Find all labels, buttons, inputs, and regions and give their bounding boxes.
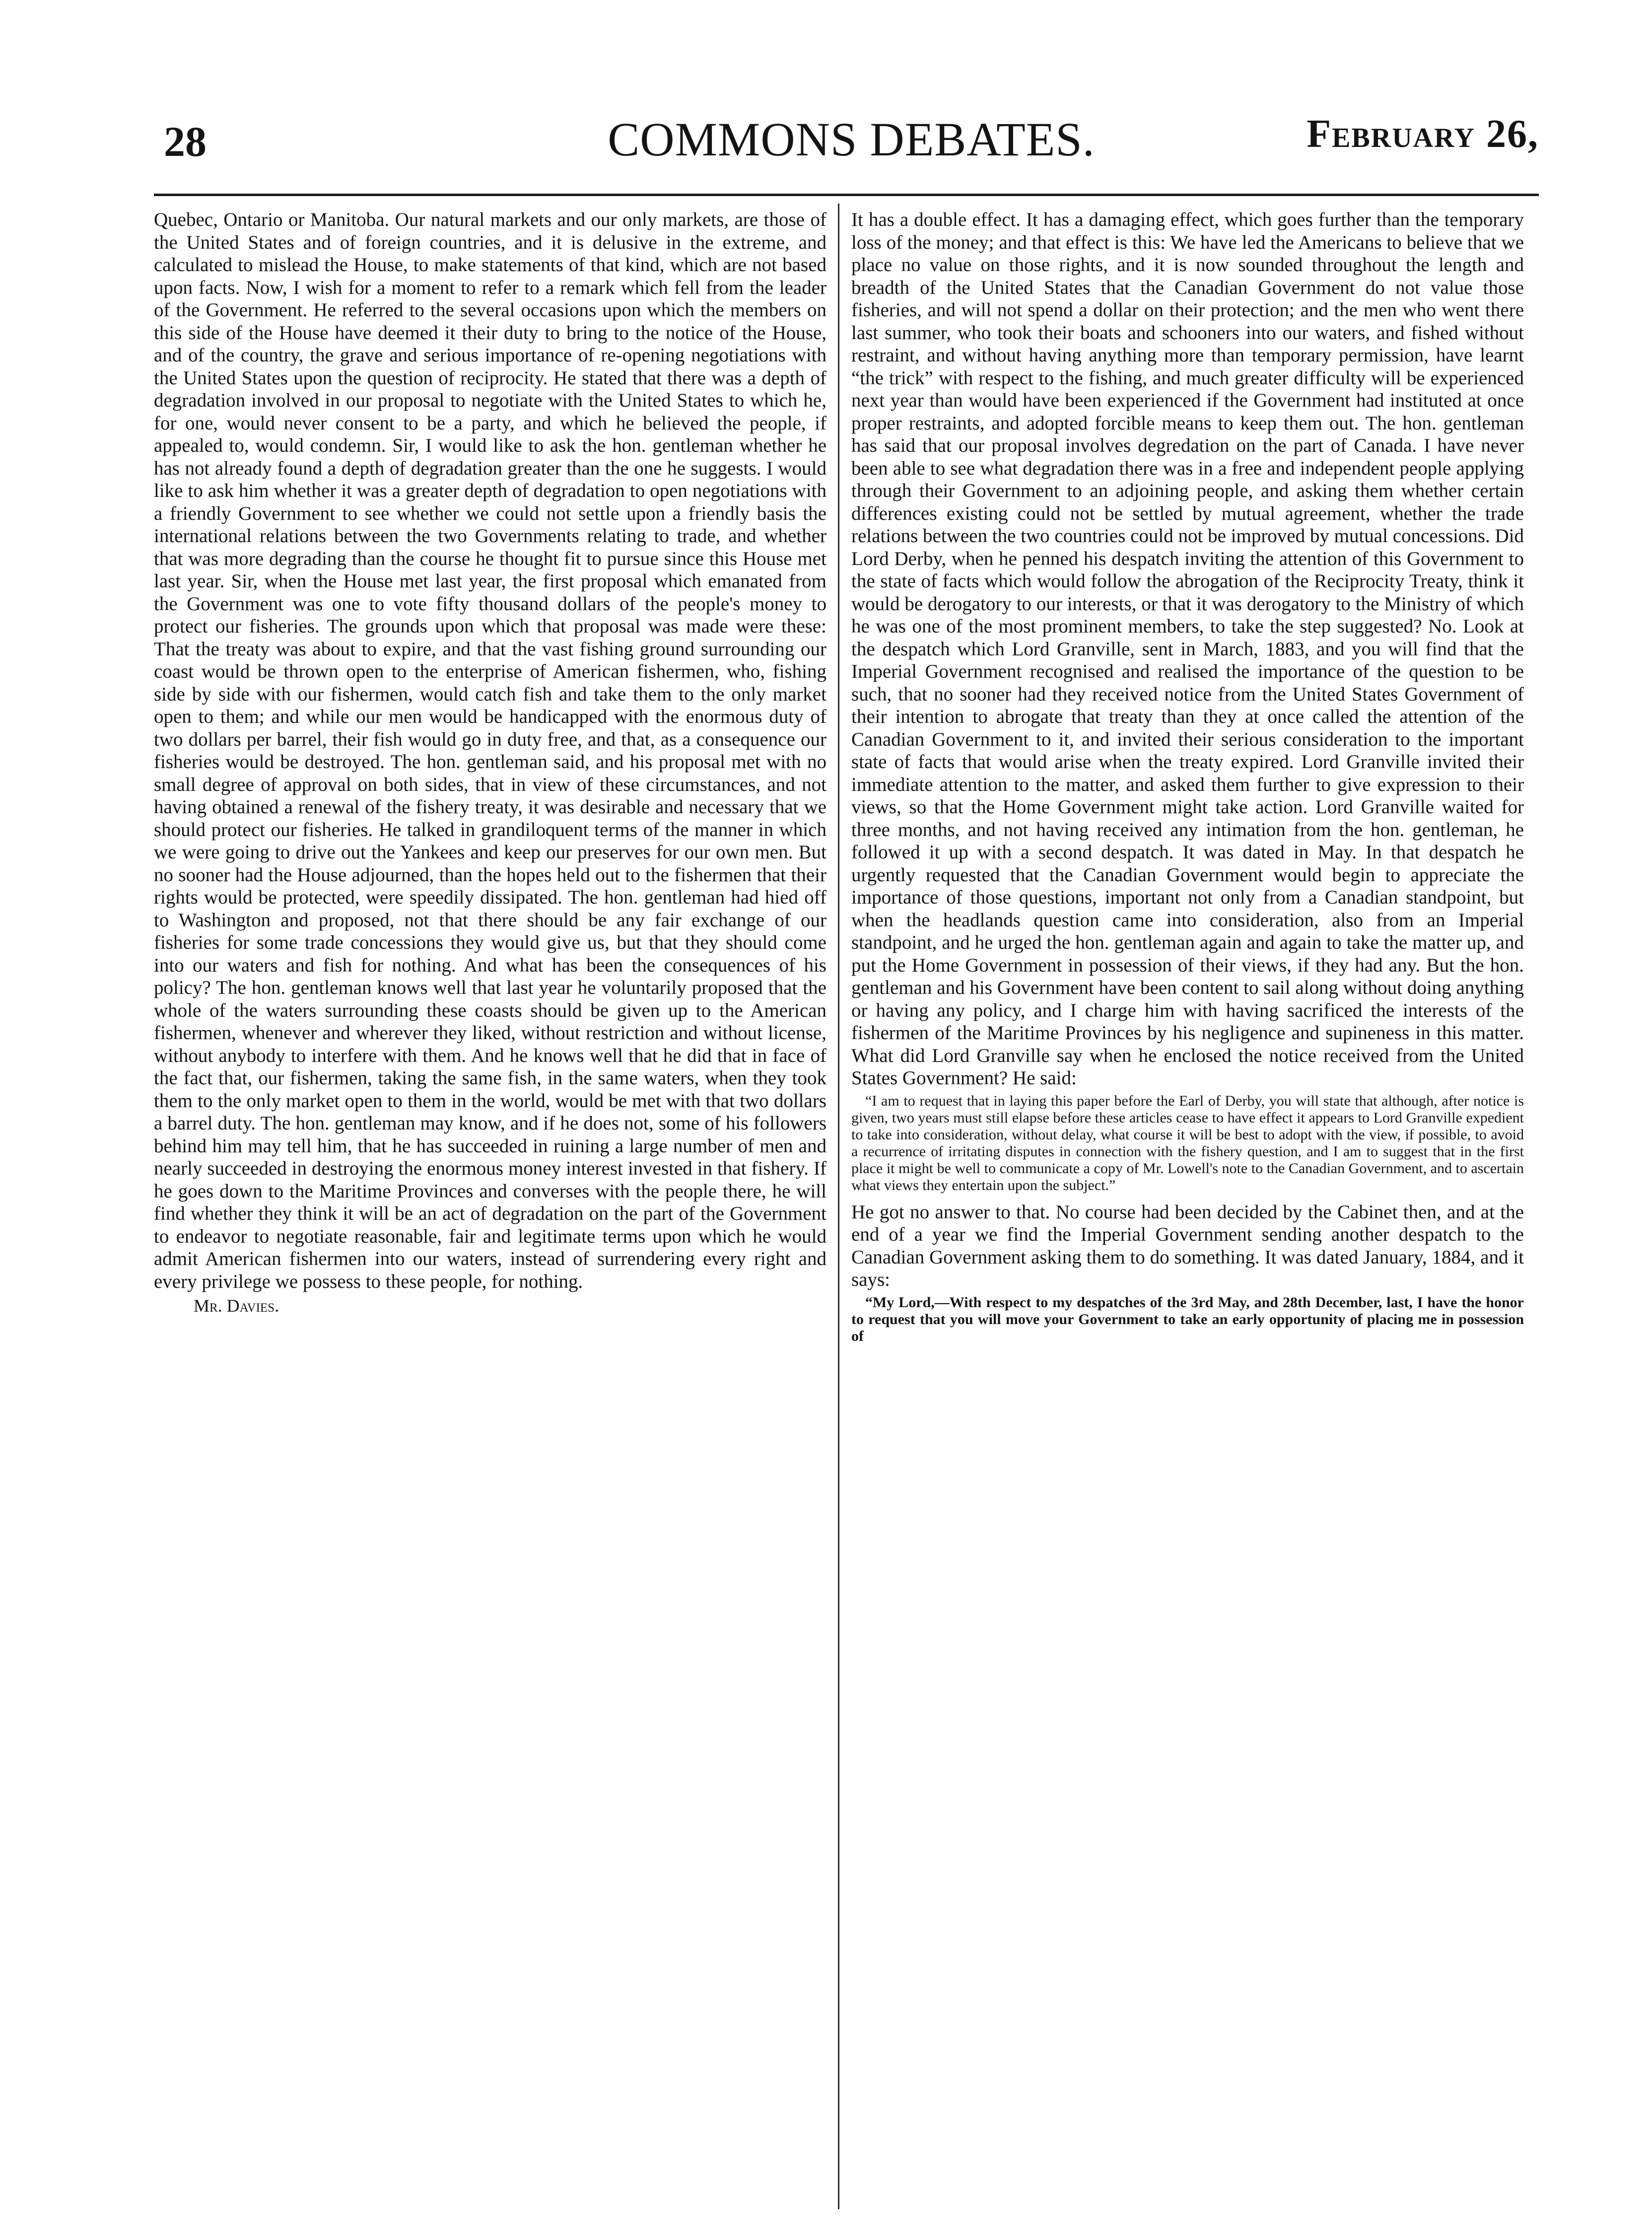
granville-quote: “I am to request that in laying this paper before the Earl of Derby, you will state that although, after notice is given, two years must still elapse before these articles cease to have effect it appears to Lord Granville expedient to take into consideration, without delay, what course it will be best to adopt with the view, if possible, to avoid a recurrence of irritating disputes in connection with the fishery question, and I am to suggest that in the first place it might be well to communicate a copy of Mr. Lowell's note to the Canadian Government, and to ascertain what views they entertain upon the subject.” [851,1092,1524,1193]
right-paragraph-2: He got no answer to that. No course had been decided by the Cabinet then, and at the end of a year we find the Imperial Government sending another despatch to the Canadian Government asking them to do something. It was dated January, 1884, and it says: [851,1201,1524,1290]
right-paragraph-1: It has a double effect. It has a damaging effect, which goes further than the temporary loss of the money; and that effect is this: We have led the Americans to believe that we place no value on those rights, and it is now sounded throughout the length and breadth of the United States that the Canadian Government do not value those fisheries, and will not spend a dollar on their protection; and the men who went there last summer, who took their boats and schooners into our waters, and fished without restraint, and without having anything more than temporary permission, have learnt “the trick” with respect to the fishing, and much greater difficulty will be experienced next year than would have been experienced if the Government had instituted at once proper restraints, and adopted forcible means to keep them out. The hon. gentleman has said that our proposal involves degredation on the part of Canada. I have never been able to see what degradation there was in a free and independent people applying through their Government to an adjoining people, and asking them whether certain differences existing could not be settled by mutual agreement, whether the trade relations between the two countries could not be improved by mutual concessions. Did Lord Derby, when he penned his despatch inviting the attention of this Government to the state of facts which would follow the abrogation of the Reciprocity Treaty, think it would be derogatory to our interests, or that it was derogatory to the Ministry of which he was one of the most prominent members, to take the step suggested? No. Look at the despatch which Lord Granville, sent in March, 1883, and you will find that the Imperial Government recognised and realised the importance of the question to be such, that no sooner had they received notice from the United States Government of their intention to abrogate that treaty than they at once called the attention of the Canadian Government to it, and invited their serious consideration to the important state of facts that would arise when the treaty expired. Lord Granville invited their immediate attention to the matter, and asked them further to give expression to their views, so that the Home Government might take action. Lord Granville waited for three months, and not having received any intimation from the hon. gentleman, he followed it up with a second despatch. It was dated in May. In that despatch he urgently requested that the Canadian Government would begin to appreciate the importance of those questions, important not only from a Canadian standpoint, but when the headlands question came into consideration, also from an Imperial standpoint, and he urged the hon. gentleman again and again to take the matter up, and put the Home Government in possession of their views, if they had any. But the hon. gentleman and his Government have been content to sail along without doing anything or having any policy, and I charge him with having sacrificed the interests of the fishermen of the Maritime Provinces by his negligence and supineness in this matter. What did Lord Granville say when he enclosed the notice received from the United States Government? He said: [851,209,1524,1089]
despatch-quote: “My Lord,—With respect to my despatches of the 3rd May, and 28th December, last, I have the honor to request that you will move your Government to take an early opportunity of placing me in possession of [851,1294,1524,1344]
date-heading: February 26, [1307,112,1539,156]
running-title: COMMONS DEBATES. [608,113,1095,166]
speaker-footer: Mr. Davies. [194,1296,279,1316]
column-divider [838,204,839,2209]
left-paragraph-1: Quebec, Ontario or Manitoba. Our natural markets and our only markets, are those of the United States and of foreign countries, and it is delusive in the extreme, and calculated to mislead the House, to make statements of that kind, which are not based upon facts. Now, I wish for a moment to refer to a remark which fell from the leader of the Government. He referred to the several occasions upon which the members on this side of the House have deemed it their duty to bring to the notice of the House, and of the country, the grave and serious importance of re-opening negotiations with the United States upon the question of reciprocity. He stated that there was a depth of degradation involved in our proposal to negotiate with the United States to which he, for one, would never consent to be a party, and which he believed the people, if appealed to, would condemn. Sir, I would like to ask the hon. gentleman whether he has not already found a depth of degradation greater than the one he suggests. I would like to ask him whether it was a greater depth of degradation to open negotiations with a friendly Government to see whether we could not settle upon a friendly basis the international relations between the two Governments relating to trade, and whether that was more degrading than the course he thought fit to pursue since this House met last year. Sir, when the House met last year, the first proposal which emanated from the Government was one to vote fifty thousand dollars of the people's money to protect our fisheries. The grounds upon which that proposal was made were these: That the treaty was about to expire, and that the vast fishing ground surrounding our coast would be thrown open to the enterprise of American fishermen, who, fishing side by side with our fishermen, would catch fish and take them to the only market open to them; and while our men would be handicapped with the enormous duty of two dollars per barrel, their fish would go in duty free, and that, as a consequence our fisheries would be destroyed. The hon. gentleman said, and his proposal met with no small degree of approval on both sides, that in view of these circumstances, and not having obtained a renewal of the fishery treaty, it was desirable and necessary that we should protect our fisheries. He talked in grandiloquent terms of the manner in which we were going to drive out the Yankees and keep our preserves for our own men. But no sooner had the House adjourned, than the hopes held out to the fishermen that their rights would be protected, were speedily dissipated. The hon. gentleman had hied off to Washington and proposed, not that there should be any fair exchange of our fisheries for some trade concessions they would give us, but that they should come into our waters and fish for nothing. And what has been the consequences of his policy? The hon. gentleman knows well that last year he voluntarily proposed that the whole of the waters surrounding these coasts should be given up to the American fishermen, whenever and wherever they liked, without restriction and without license, without anybody to interfere with them. And he knows well that he did that in face of the fact that, our fishermen, taking the same fish, in the same waters, when they took them to the only market open to them in the world, would be met with that two dollars a barrel duty. The hon. gentleman may know, and if he does not, some of his followers behind him may tell him, that he has succeeded in ruining a large number of men and nearly succeeded in destroying the enormous money interest invested in that fishery. If he goes down to the Maritime Provinces and converses with the people there, he will find whether they think it will be an act of degradation on the part of the Government to endeavor to negotiate reasonable, fair and legitimate terms upon which he would admit American fishermen into our waters, instead of surrendering every right and every privilege we possess to these people, for nothing. [154,209,826,1292]
page-number: 28 [164,118,206,165]
left-column [154,209,826,1318]
page-header [164,112,1539,179]
header-rule [154,194,1539,196]
right-column [851,209,1524,1352]
